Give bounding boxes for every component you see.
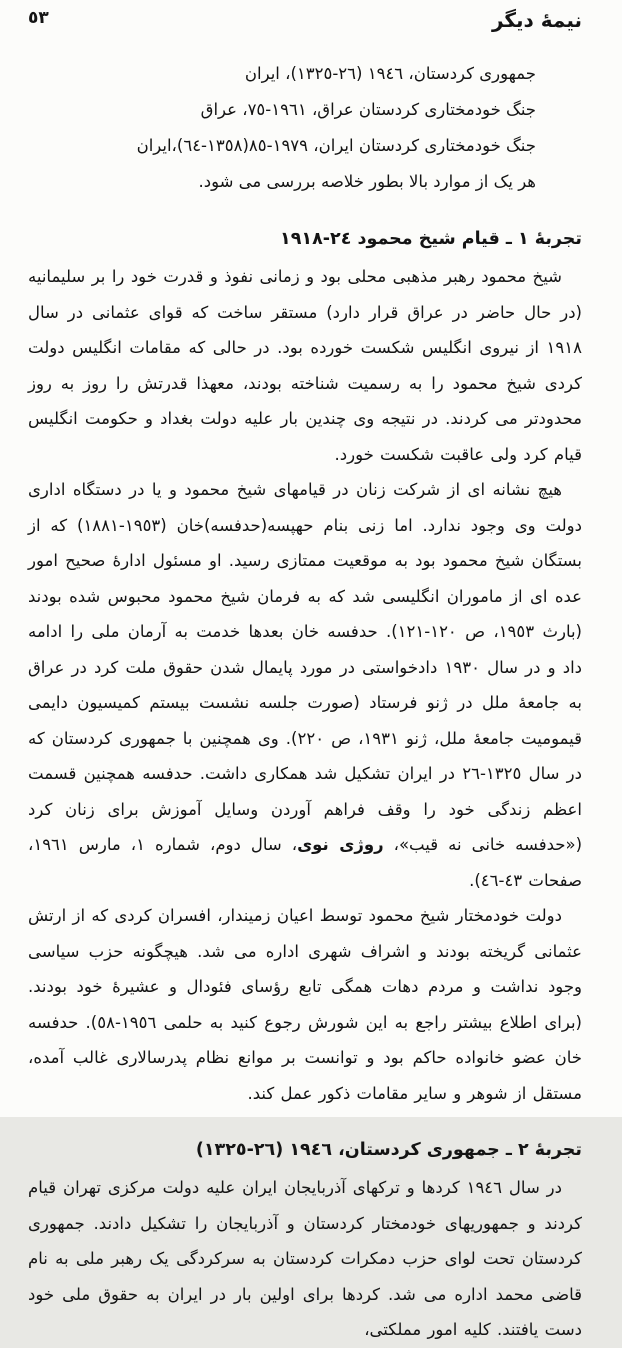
paragraph: شیخ محمود رهبر مذهبی محلی بود و زمانی نفوذ و قدرت خود را بر سلیمانیه (در حال حاضر در عراق قرار دارد) مستقر ساخت که قوای عثمانی در سال ١٩١٨ از نیروی انگلیس شکست خورده بود. در حالی که مقامات انگلیس دولت کردی شیخ محمود را به رسمیت شناخته بودند، معهذا قدرتش را روز به روز محدودتر می کردند. در نتیجه وی چندین بار علیه دولت بغداد و حکومت انگلیس قیام کرد ولی عاقبت شکست خورد. bbox=[28, 267, 582, 464]
section-experience-2 bbox=[28, 1135, 582, 1348]
case-list-item: هر یک از موارد بالا بطور خلاصه بررسی می شود. bbox=[198, 172, 536, 191]
journal-title: نیمهٔ دیگر bbox=[491, 8, 582, 32]
section-heading: تجربهٔ ١ ـ قیام شیخ محمود ١٩١٨‎-‎٢٤ bbox=[280, 229, 582, 249]
case-list-item: جنگ خودمختاری کردستان عراق، ٧٥‎-‎١٩٦١، عراق bbox=[200, 100, 536, 119]
paragraph: در سال ١٩٤٦ کردها و ترکهای آذربایجان ایران علیه دولت مرکزی تهران قیام کردند و جمهوریهای خودمختار کردستان و آذربایجان را تشکیل دادند. جمهوری کردستان تحت لوای حزب دمکرات کردستان به سرکردگی یک رهبر ملی به نام قاضی محمد اداره می شد. کردها برای اولین بار در ایران به حقوق ملی خود دست یافتند. کلیه امور مملکتی، bbox=[28, 1178, 582, 1339]
paragraph: دولت خودمختار شیخ محمود توسط اعیان زمیندار، افسران کردی که از ارتش عثمانی گریخته بودند و اشراف شهری اداره می شد. هیچگونه حزب سیاسی وجود نداشت و مردم دهات همگی تابع رؤسای فئودال و عشیرهٔ خود بودند. (برای اطلاع بیشتر راجع به این شورش رجوع کنید به حلمی ٥٨‎-‎١٩٥٦). حدفسه خان عضو خانواده حاکم بود و توانست بر موانع نظام پدرسالاری غالب آمده، مستقل از شوهر و سایر مقامات ذکور عمل کند. bbox=[28, 906, 582, 1103]
section-heading: تجربهٔ ٢ ـ جمهوری کردستان، ١٩٤٦ (١٣٢٥‎-‎٢٦) bbox=[195, 1140, 582, 1160]
case-list-item: جمهوری کردستان، ١٩٤٦ (١٣٢٥‎-‎٢٦)، ایران bbox=[244, 64, 536, 83]
case-list bbox=[28, 56, 536, 200]
paragraph: هیچ نشانه ای از شرکت زنان در قیامهای شیخ محمود و یا در دستگاه اداری دولت وی وجود ندارد. اما زنی بنام حهپسه(حدفسه)خان (١٨٨١‎-‎١٩٥٣) که از بستگان شیخ محمود بود به موقعیت ممتازی رسید. او مسئول ادارهٔ صحیح امور عده ای از ماموران انگلیسی شد که به فرمان شیخ محمود محبوس شده بودند (بارث ١٩٥٣، ص ١٢١‎-‎١٢٠). حدفسه خان بعدها خدمت به آرمان ملی را ادامه داد و در سال ١٩٣٠ دادخواستی در مورد پایمال شدن حقوق ملت کرد در عراق به جامعهٔ ملل در ژنو فرستاد (صورت جلسه نشست بیستم کمیسیون دایمی قیمومیت جامعهٔ ملل، ژنو ١٩٣١، ص ٢٢٠). وی همچنین با جمهوری کردستان که در سال ٢٦‎-‎١٣٢٥ در ایران تشکیل شد همکاری داشت. حدفسه همچنین قسمت اعظم زندگی خود را وقف فراهم آوردن وسایل آموزش برای زنان کرد («حدفسه خانی نه قیب»، روژی نوی، سال دوم، شماره ١، مارس ١٩٦١، صفحات ٤٦‎-‎٤٣). bbox=[28, 480, 583, 890]
case-list-item: جنگ خودمختاری کردستان ایران، ٨٥‎-‎١٩٧٩(٦٤‎-‎١٣٥٨)،ایران bbox=[136, 136, 536, 155]
page-number: ٥٣ bbox=[28, 8, 49, 28]
section-experience-1 bbox=[28, 224, 582, 1111]
running-header bbox=[28, 8, 582, 32]
